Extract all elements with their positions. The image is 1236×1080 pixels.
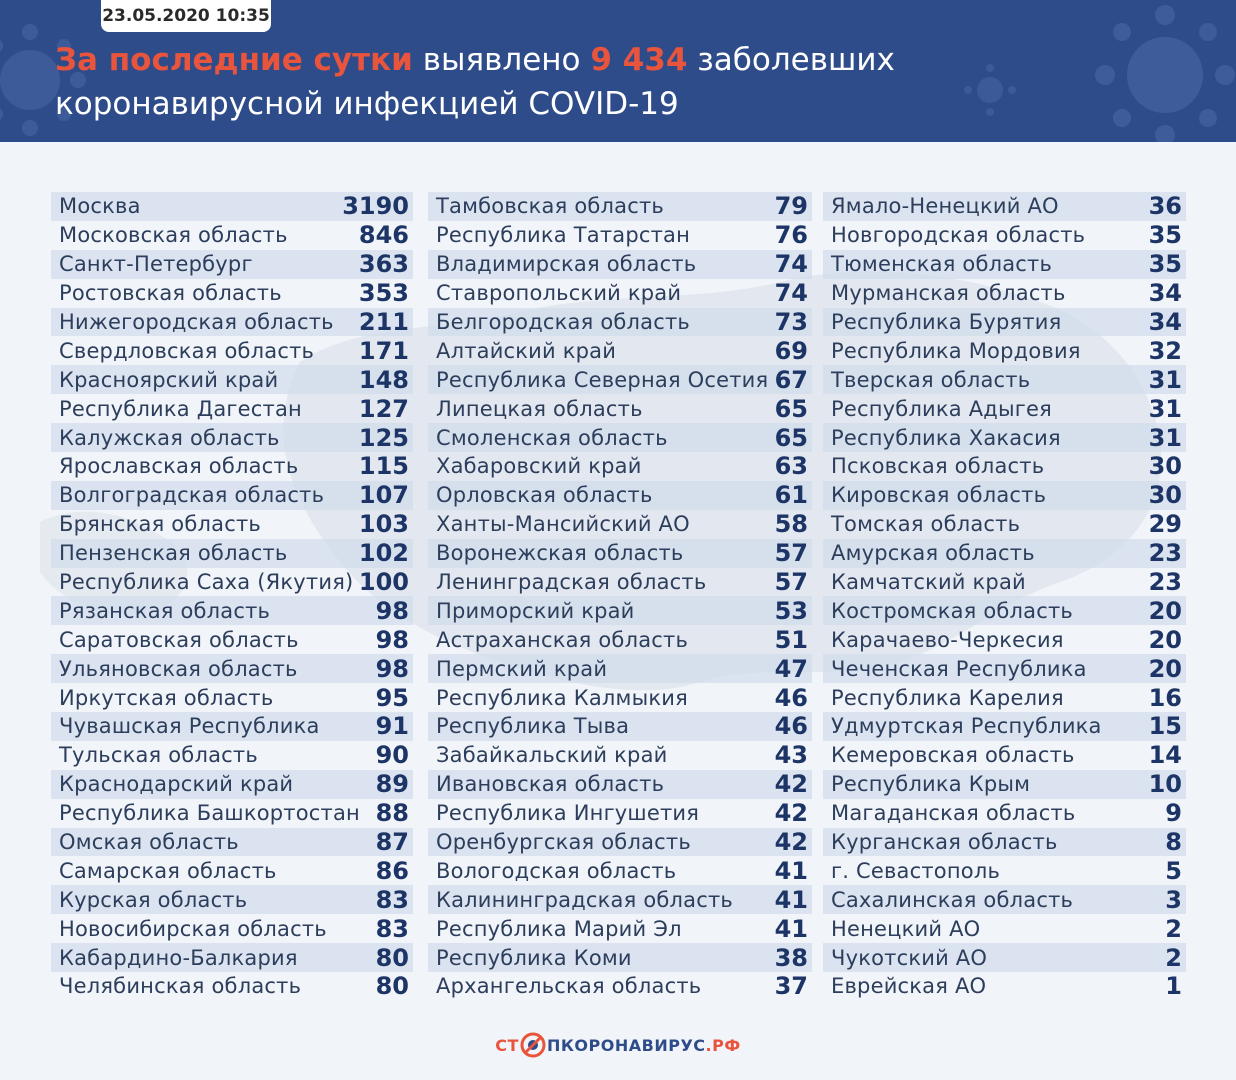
- table-row: [51, 394, 413, 423]
- case-count: 31: [1148, 423, 1182, 452]
- table-row: [51, 799, 413, 828]
- case-count: 107: [358, 481, 409, 510]
- table-row: [428, 308, 812, 337]
- case-count: 100: [358, 568, 409, 597]
- case-count: 35: [1148, 221, 1182, 250]
- table-row: [51, 481, 413, 510]
- case-count: 83: [375, 914, 409, 943]
- case-count: 42: [774, 799, 808, 828]
- case-count: 90: [375, 741, 409, 770]
- table-row: [823, 510, 1186, 539]
- region-name: Карачаево-Черкесия: [831, 627, 1064, 652]
- region-name: Вологодская область: [436, 858, 677, 883]
- case-count: 43: [774, 741, 808, 770]
- region-name: Брянская область: [59, 512, 261, 537]
- region-name: Воронежская область: [436, 541, 684, 566]
- table-row: [51, 221, 413, 250]
- table-row: [428, 625, 812, 654]
- region-name: Тульская область: [59, 743, 258, 768]
- case-count: 74: [774, 279, 808, 308]
- case-count: 41: [774, 914, 808, 943]
- table-row: [428, 596, 812, 625]
- table-row: [51, 510, 413, 539]
- table-row: [51, 568, 413, 597]
- case-count: 46: [774, 712, 808, 741]
- region-name: Тюменская область: [831, 252, 1053, 277]
- header-banner: [0, 0, 1236, 142]
- region-name: Смоленская область: [436, 425, 668, 450]
- region-name: Республика Дагестан: [59, 396, 302, 421]
- region-name: Томская область: [831, 512, 1021, 537]
- region-name: Тамбовская область: [436, 194, 664, 219]
- case-count: 29: [1148, 510, 1182, 539]
- table-row: [428, 452, 812, 481]
- case-count: 2: [1165, 914, 1182, 943]
- region-name: Самарская область: [59, 858, 277, 883]
- case-count: 61: [774, 481, 808, 510]
- case-count: 32: [1148, 336, 1182, 365]
- table-row: [428, 365, 812, 394]
- region-name: Забайкальский край: [436, 743, 668, 768]
- case-count: 79: [774, 192, 808, 221]
- case-count: 46: [774, 683, 808, 712]
- title-text-end: заболевших: [687, 42, 895, 78]
- case-count: 10: [1148, 770, 1182, 799]
- region-name: Орловская область: [436, 483, 653, 508]
- case-count: 98: [375, 625, 409, 654]
- region-name: Республика Татарстан: [436, 223, 691, 248]
- region-name: Нижегородская область: [59, 310, 334, 334]
- table-row: [428, 568, 812, 597]
- case-count: 91: [375, 712, 409, 741]
- table-row: [51, 885, 413, 914]
- table-row: [823, 712, 1186, 741]
- table-row: [428, 712, 812, 741]
- case-count: 41: [774, 856, 808, 885]
- table-row: [428, 250, 812, 279]
- case-count: 69: [774, 336, 808, 365]
- case-count: 42: [774, 828, 808, 857]
- region-name: Пензенская область: [59, 541, 288, 566]
- table-row: [428, 654, 812, 683]
- region-name: Кемеровская область: [831, 743, 1075, 768]
- case-count: 20: [1148, 654, 1182, 683]
- region-name: Чеченская Республика: [831, 656, 1087, 681]
- table-row: [428, 856, 812, 885]
- region-name: Новгородская область: [831, 223, 1086, 248]
- case-count: 57: [774, 539, 808, 568]
- table-row: [51, 625, 413, 654]
- table-row: [51, 452, 413, 481]
- region-name: Магаданская область: [831, 801, 1076, 826]
- column-3: [823, 192, 1186, 1001]
- table-row: [823, 279, 1186, 308]
- case-count: 37: [774, 972, 808, 1001]
- case-count: 95: [375, 683, 409, 712]
- table-row: [428, 885, 812, 914]
- table-row: [823, 683, 1186, 712]
- table-row: [51, 336, 413, 365]
- case-count: 846: [358, 221, 409, 250]
- case-count: 20: [1148, 625, 1182, 654]
- table-row: [428, 828, 812, 857]
- table-row: [823, 221, 1186, 250]
- table-row: [51, 539, 413, 568]
- region-name: Республика Башкортостан: [59, 801, 360, 826]
- region-name: Ставропольский край: [436, 281, 682, 306]
- region-name: Тверская область: [831, 367, 1031, 392]
- table-row: [51, 308, 413, 337]
- table-row: [428, 481, 812, 510]
- region-name: Ханты-Мансийский АО: [436, 512, 690, 537]
- region-name: Ростовская область: [59, 281, 282, 306]
- table-row: [428, 336, 812, 365]
- case-count: 30: [1148, 452, 1182, 481]
- column-2: [428, 192, 812, 1001]
- case-count: 363: [358, 250, 409, 279]
- region-name: Удмуртская Республика: [831, 714, 1102, 739]
- title-count: 9 434: [590, 42, 688, 78]
- table-row: [51, 365, 413, 394]
- table-row: [428, 539, 812, 568]
- region-name: Республика Коми: [436, 945, 632, 970]
- table-row: [51, 972, 413, 1001]
- case-count: 211: [358, 308, 409, 336]
- case-count: 127: [358, 394, 409, 423]
- title-highlight: За последние сутки: [55, 42, 413, 78]
- region-name: Калужская область: [59, 425, 280, 450]
- table-row: [51, 943, 413, 972]
- region-name: Ульяновская область: [59, 656, 298, 681]
- region-name: Челябинская область: [59, 974, 302, 999]
- case-count: 53: [774, 596, 808, 625]
- page-title: [55, 38, 1155, 126]
- case-count: 47: [774, 654, 808, 683]
- region-name: Красноярский край: [59, 367, 279, 392]
- region-name: Республика Мордовия: [831, 338, 1081, 363]
- region-name: Курская область: [59, 887, 248, 912]
- case-count: 73: [774, 308, 808, 336]
- region-name: Ямало-Ненецкий АО: [831, 194, 1059, 219]
- region-name: Еврейская АО: [831, 974, 987, 999]
- case-count: 1: [1165, 972, 1182, 1001]
- case-count: 8: [1165, 828, 1182, 857]
- case-count: 2: [1165, 943, 1182, 972]
- table-row: [823, 423, 1186, 452]
- case-count: 23: [1148, 539, 1182, 568]
- region-name: Владимирская область: [436, 252, 697, 277]
- case-count: 3: [1165, 885, 1182, 914]
- case-count: 57: [774, 568, 808, 597]
- case-count: 15: [1148, 712, 1182, 741]
- table-row: [823, 654, 1186, 683]
- case-count: 3190: [342, 192, 409, 221]
- case-count: 102: [358, 539, 409, 568]
- region-name: Псковская область: [831, 454, 1045, 479]
- region-name: Республика Адыгея: [831, 396, 1052, 421]
- region-name: Краснодарский край: [59, 772, 294, 797]
- case-count: 65: [774, 423, 808, 452]
- table-row: [823, 943, 1186, 972]
- case-count: 103: [358, 510, 409, 539]
- table-row: [428, 423, 812, 452]
- region-name: Республика Крым: [831, 772, 1031, 797]
- region-name: Чукотский АО: [831, 945, 988, 970]
- case-count: 76: [774, 221, 808, 250]
- case-count: 74: [774, 250, 808, 279]
- case-count: 80: [375, 943, 409, 972]
- title-line-2: коронавирусной инфекцией COVID-19: [55, 86, 679, 122]
- region-name: Хабаровский край: [436, 454, 642, 479]
- table-row: [823, 625, 1186, 654]
- footer-logo[interactable]: [0, 1028, 1236, 1062]
- case-count: 80: [375, 972, 409, 1001]
- case-count: 30: [1148, 481, 1182, 510]
- case-count: 41: [774, 885, 808, 914]
- case-count: 5: [1165, 856, 1182, 885]
- region-name: Новосибирская область: [59, 916, 327, 941]
- table-row: [823, 972, 1186, 1001]
- region-name: Кировская область: [831, 483, 1047, 508]
- case-count: 31: [1148, 365, 1182, 394]
- table-row: [428, 914, 812, 943]
- region-name: Ярославская область: [59, 454, 299, 479]
- table-row: [428, 741, 812, 770]
- table-row: [823, 568, 1186, 597]
- table-row: [51, 279, 413, 308]
- region-name: Республика Тыва: [436, 714, 630, 739]
- table-row: [823, 770, 1186, 799]
- table-row: [823, 250, 1186, 279]
- case-count: 42: [774, 770, 808, 799]
- table-row: [428, 683, 812, 712]
- region-name: Республика Хакасия: [831, 425, 1061, 450]
- table-row: [51, 856, 413, 885]
- case-count: 63: [774, 452, 808, 481]
- region-name: Белгородская область: [436, 310, 690, 334]
- region-name: Москва: [59, 194, 141, 219]
- region-name: Республика Саха (Якутия): [59, 570, 354, 595]
- case-count: 98: [375, 596, 409, 625]
- region-name: Республика Ингушетия: [436, 801, 700, 826]
- stop-virus-icon: [520, 1032, 546, 1058]
- case-count: 89: [375, 770, 409, 799]
- region-name: Республика Карелия: [831, 685, 1064, 710]
- case-count: 20: [1148, 596, 1182, 625]
- case-count: 98: [375, 654, 409, 683]
- table-row: [51, 712, 413, 741]
- region-name: Липецкая область: [436, 396, 643, 421]
- table-row: [823, 481, 1186, 510]
- case-count: 14: [1148, 741, 1182, 770]
- region-name: Пермский край: [436, 656, 608, 681]
- region-name: Иркутская область: [59, 685, 274, 710]
- table-row: [51, 423, 413, 452]
- table-row: [823, 799, 1186, 828]
- logo-text-mid: ПКОРОНАВИРУС: [546, 1035, 706, 1055]
- region-name: Чувашская Республика: [59, 714, 320, 739]
- region-name: Республика Калмыкия: [436, 685, 688, 710]
- region-name: Мурманская область: [831, 281, 1066, 306]
- case-count: 35: [1148, 250, 1182, 279]
- region-name: Оренбургская область: [436, 830, 691, 855]
- region-name: Камчатский край: [831, 570, 1026, 595]
- table-row: [51, 596, 413, 625]
- case-count: 31: [1148, 394, 1182, 423]
- table-row: [428, 192, 812, 221]
- region-name: Свердловская область: [59, 338, 315, 363]
- region-name: Республика Бурятия: [831, 310, 1062, 334]
- table-row: [823, 885, 1186, 914]
- region-name: Сахалинская область: [831, 887, 1074, 912]
- case-count: 88: [375, 799, 409, 828]
- logo-text-right: .РФ: [705, 1035, 741, 1055]
- table-row: [51, 741, 413, 770]
- case-count: 171: [358, 336, 409, 365]
- table-row: [823, 394, 1186, 423]
- region-name: Костромская область: [831, 598, 1074, 623]
- region-name: Ивановская область: [436, 772, 665, 797]
- case-count: 148: [358, 365, 409, 394]
- table-row: [51, 683, 413, 712]
- table-row: [823, 192, 1186, 221]
- case-count: 34: [1148, 308, 1182, 336]
- region-name: Саратовская область: [59, 627, 299, 652]
- case-count: 16: [1148, 683, 1182, 712]
- case-count: 38: [774, 943, 808, 972]
- region-name: Алтайский край: [436, 338, 617, 363]
- region-name: Волгоградская область: [59, 483, 325, 508]
- table-row: [823, 828, 1186, 857]
- region-name: Курганская область: [831, 830, 1058, 855]
- case-count: 36: [1148, 192, 1182, 221]
- region-name: г. Севастополь: [831, 858, 1001, 883]
- case-count: 83: [375, 885, 409, 914]
- case-count: 65: [774, 394, 808, 423]
- table-row: [428, 799, 812, 828]
- table-row: [51, 192, 413, 221]
- table-row: [51, 828, 413, 857]
- title-text: выявлено: [412, 42, 591, 78]
- table-row: [51, 654, 413, 683]
- logo-text-left: СТ: [495, 1035, 519, 1055]
- region-name: Архангельская область: [436, 974, 702, 999]
- case-count: 67: [774, 365, 808, 394]
- table-row: [823, 741, 1186, 770]
- case-count: 23: [1148, 568, 1182, 597]
- table-row: [51, 250, 413, 279]
- table-row: [428, 510, 812, 539]
- table-row: [51, 914, 413, 943]
- case-count: 9: [1165, 799, 1182, 828]
- table-row: [428, 972, 812, 1001]
- region-name: Республика Марий Эл: [436, 916, 682, 941]
- region-name: Санкт-Петербург: [59, 252, 253, 277]
- column-1: [51, 192, 413, 1001]
- table-row: [823, 452, 1186, 481]
- table-row: [823, 856, 1186, 885]
- case-count: 87: [375, 828, 409, 857]
- table-row: [823, 914, 1186, 943]
- table-row: [428, 221, 812, 250]
- case-count: 58: [774, 510, 808, 539]
- region-name: Приморский край: [436, 598, 635, 623]
- region-name: Республика Северная Осетия: [436, 367, 769, 392]
- case-count: 86: [375, 856, 409, 885]
- table-row: [823, 539, 1186, 568]
- case-count: 115: [358, 452, 409, 481]
- region-name: Ненецкий АО: [831, 916, 981, 941]
- region-name: Амурская область: [831, 541, 1035, 566]
- table-row: [51, 770, 413, 799]
- case-count: 51: [774, 625, 808, 654]
- date-badge: 23.05.2020 10:35: [101, 0, 271, 32]
- region-name: Рязанская область: [59, 598, 271, 623]
- table-row: [428, 394, 812, 423]
- region-name: Калининградская область: [436, 887, 733, 912]
- table-row: [428, 279, 812, 308]
- case-count: 353: [358, 279, 409, 308]
- table-row: [823, 308, 1186, 337]
- region-name: Астраханская область: [436, 627, 689, 652]
- table-row: [823, 365, 1186, 394]
- case-count: 125: [358, 423, 409, 452]
- table-row: [823, 596, 1186, 625]
- region-name: Московская область: [59, 223, 288, 248]
- region-name: Ленинградская область: [436, 570, 707, 595]
- region-name: Омская область: [59, 830, 239, 855]
- table-row: [428, 943, 812, 972]
- case-count: 34: [1148, 279, 1182, 308]
- region-name: Кабардино-Балкария: [59, 945, 298, 970]
- table-row: [823, 336, 1186, 365]
- table-row: [428, 770, 812, 799]
